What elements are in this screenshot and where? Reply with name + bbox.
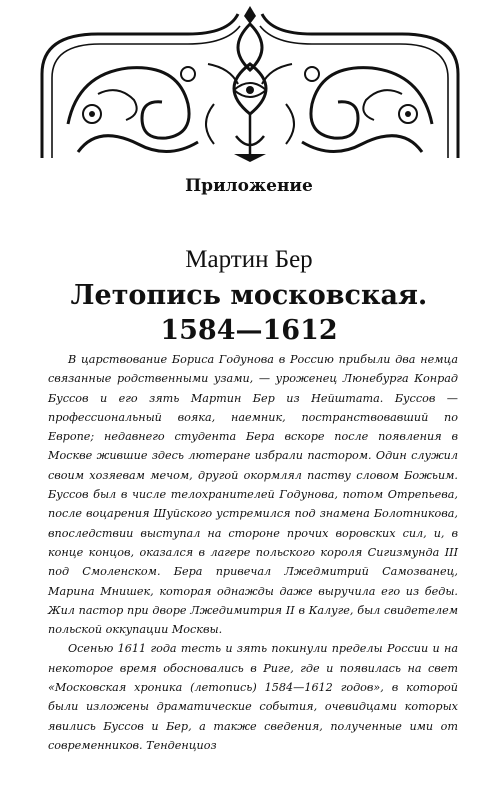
paragraph: В царствование Бориса Годунова в Россию прибыли два немца связанные родственными узами, — уроженец Люнебурга Конрад Буссов и его зять Мартин Бер из Нейштата. Буссов — профессиональный вояка, наемник, постранствовавший по Европе; недавнего студента Бера вскоре после появления в Москве жившие здесь лютеране избрали пастором. Один служил своим хозяевам мечом, другой окормлял паству словом Божьим. Буссов был в числе телохранителей Годунова, потом Отрепьева, после воцарения Шуйского устремился под знамена Болотникова, впоследствии выступал на стороне прочих воровских сил, и, в конце концов, оказался в лагере польского короля Сигизмунда III под Смоленском. Бера привечал Лжедмитрий Самозванец, Марина Мнишек, которая однажды даже выручила его из беды. Жил пастор при дворе Лжедимитрия II в Калуге, был свидетелем польской оккупации Москвы. [48, 353, 458, 637]
ornamental-headpiece [38, 4, 462, 162]
chapter-title [0, 278, 498, 348]
author-name: Мартин Бер [185, 246, 313, 273]
title-line-1: Летопись московская. [70, 280, 428, 311]
section-label: Приложение [185, 176, 313, 196]
title-line-2: 1584—1612 [160, 315, 338, 346]
paragraph: Осенью 1611 года тесть и зять покинули пределы России и на некоторое время обосновались в Риге, где и появилась на свет «Московская хроника (летопись) 1584—1612 годов», в которой были изложены драматические события, очевидцами которых явились Буссов и Бер, а также сведения, полученные ими от современников. Тенденциоз [48, 642, 458, 752]
body-text [48, 350, 458, 755]
